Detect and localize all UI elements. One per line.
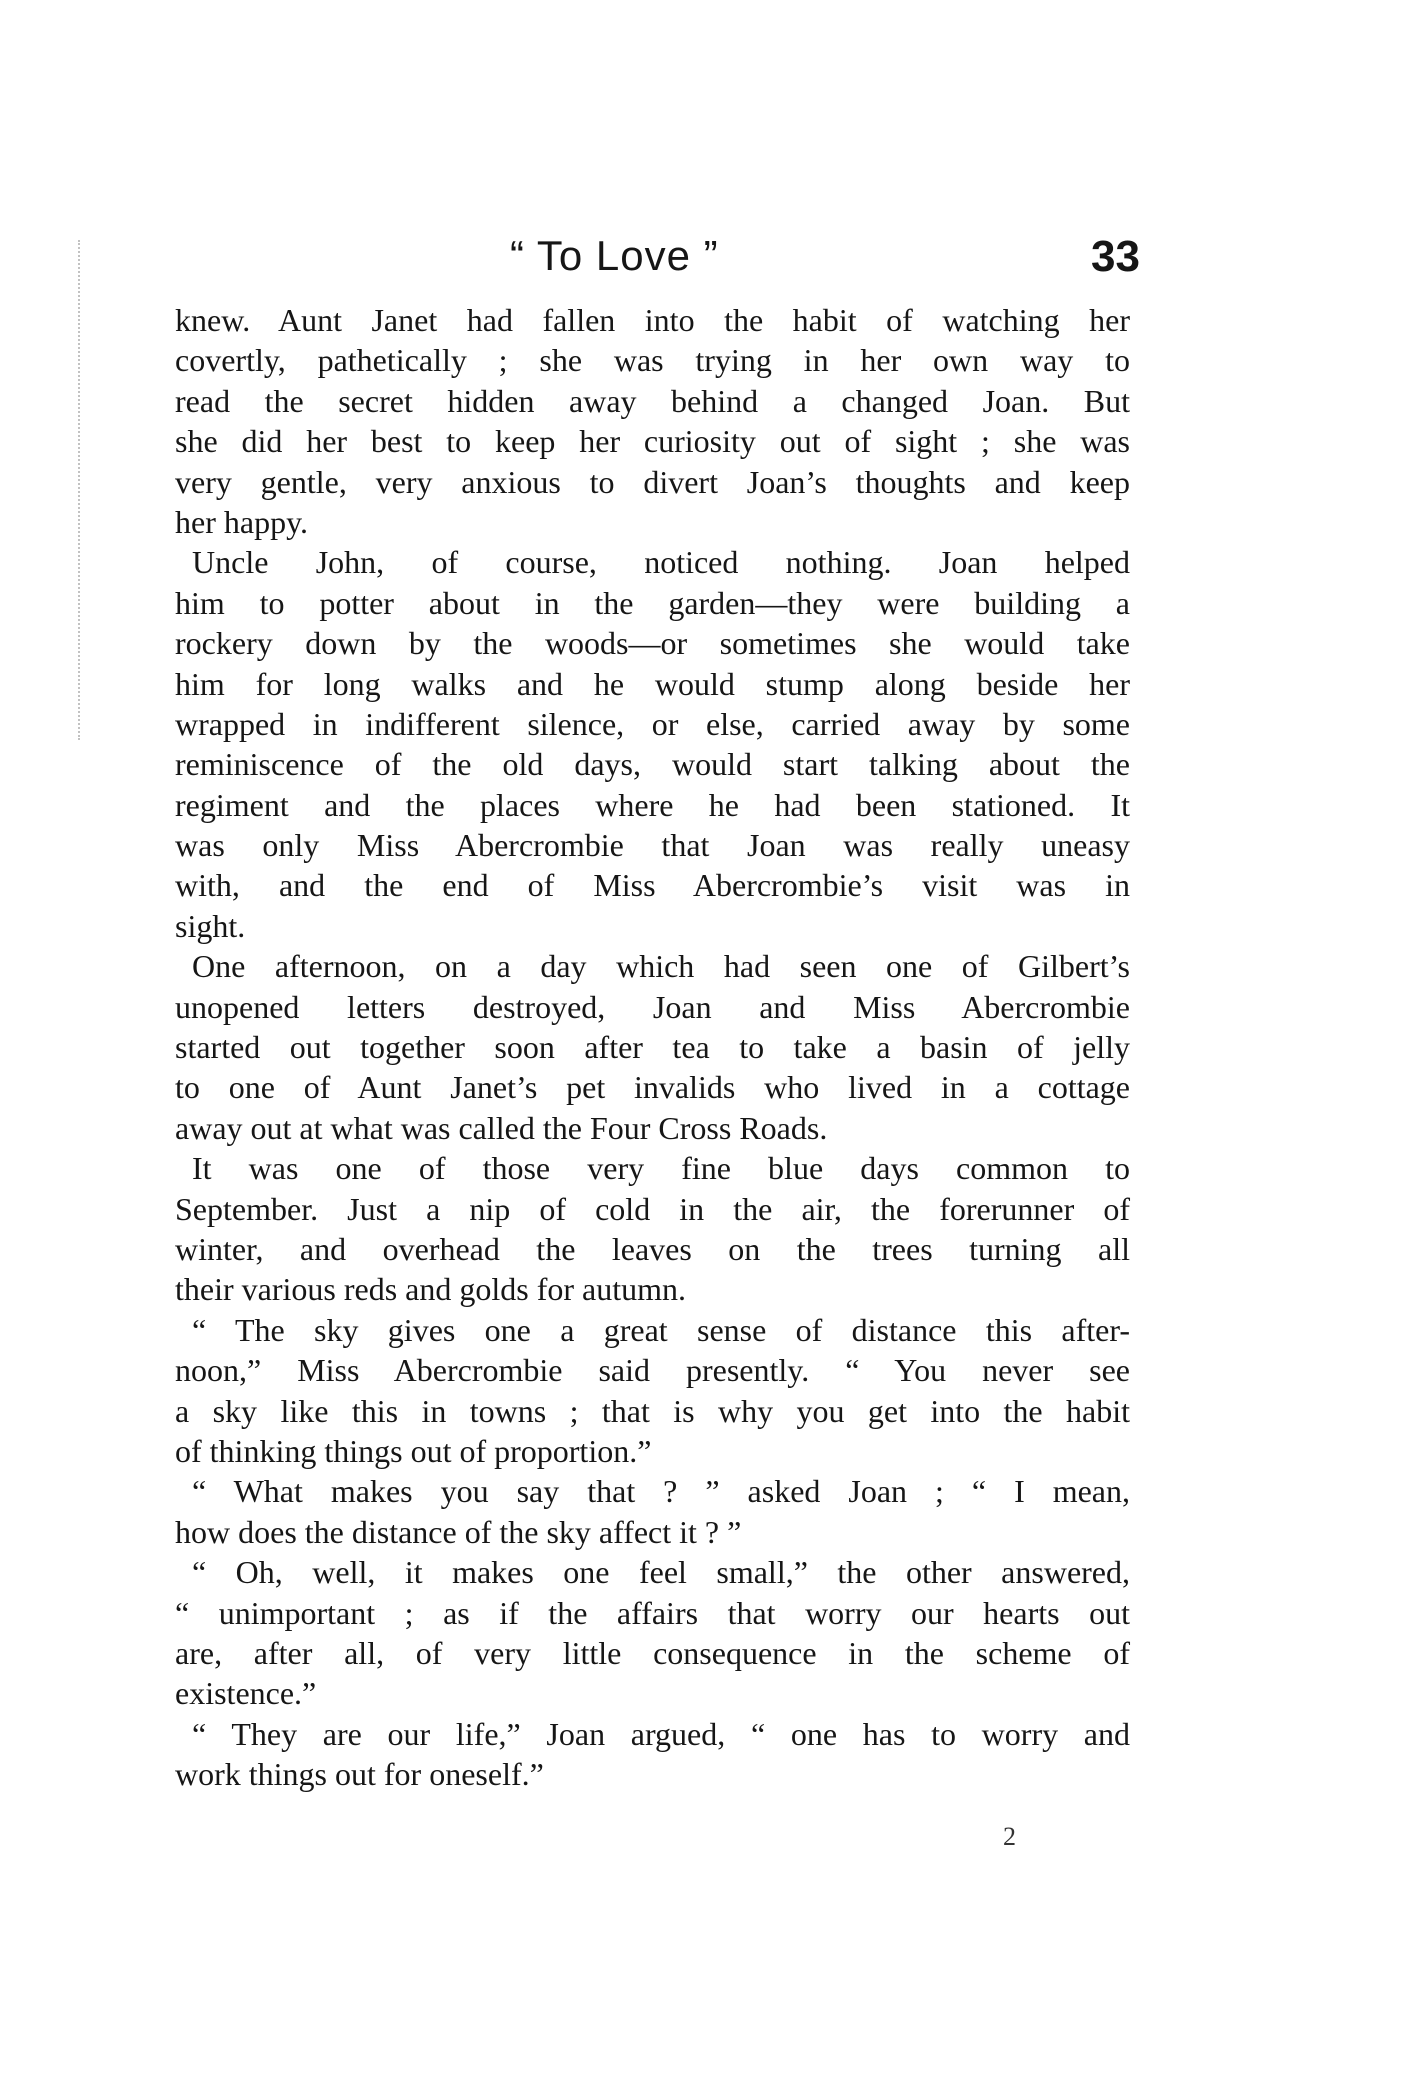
- text-line: noon,” Miss Abercrombie said presently. “ You never see: [175, 1352, 1130, 1389]
- text-line: him for long walks and he would stump along beside her: [175, 665, 1130, 702]
- text-line: to one of Aunt Janet’s pet invalids who lived in a cottage: [175, 1069, 1130, 1106]
- text-line: was only Miss Abercrombie that Joan was really uneasy: [175, 827, 1130, 864]
- text-line: Uncle John, of course, noticed nothing. Joan helped: [192, 544, 1130, 581]
- text-line: wrapped in indifferent silence, or else, carried away by some: [175, 705, 1130, 742]
- text-line: “ The sky gives one a great sense of distance this after-: [192, 1311, 1130, 1348]
- text-line: a sky like this in towns ; that is why you get into the habit: [175, 1392, 1130, 1429]
- text-line: sight.: [175, 907, 246, 944]
- text-line: rockery down by the woods—or sometimes she would take: [175, 625, 1130, 662]
- text-line: It was one of those very fine blue days common to: [192, 1150, 1130, 1187]
- text-line: September. Just a nip of cold in the air, the forerunner of: [175, 1190, 1130, 1227]
- text-line: read the secret hidden away behind a changed Joan. But: [175, 382, 1130, 419]
- text-line: existence.”: [175, 1675, 317, 1712]
- text-line: “ unimportant ; as if the affairs that worry our hearts out: [175, 1594, 1130, 1631]
- text-line: work things out for oneself.”: [175, 1756, 544, 1793]
- text-line: her happy.: [175, 503, 308, 540]
- text-line: regiment and the places where he had been stationed. It: [175, 786, 1130, 823]
- text-line: she did her best to keep her curiosity out of sight ; she was: [175, 423, 1130, 460]
- page-number: 33: [1091, 232, 1140, 281]
- text-line: away out at what was called the Four Cross Roads.: [175, 1109, 828, 1146]
- body-text: [175, 300, 1130, 1794]
- text-line: started out together soon after tea to take a basin of jelly: [175, 1029, 1130, 1066]
- text-line: of thinking things out of proportion.”: [175, 1432, 652, 1469]
- text-line: very gentle, very anxious to divert Joan’s thoughts and keep: [175, 463, 1130, 500]
- text-line: are, after all, of very little consequence in the scheme of: [175, 1634, 1130, 1671]
- text-line: covertly, pathetically ; she was trying in her own way to: [175, 342, 1130, 379]
- text-line: how does the distance of the sky affect it ? ”: [175, 1513, 742, 1550]
- text-line: winter, and overhead the leaves on the trees turning all: [175, 1230, 1130, 1267]
- signature-mark: 2: [1003, 1822, 1016, 1851]
- gutter-scan-artifact: [78, 240, 86, 740]
- text-line: knew. Aunt Janet had fallen into the habit of watching her: [175, 302, 1130, 338]
- text-line: their various reds and golds for autumn.: [175, 1271, 686, 1308]
- text-line: One afternoon, on a day which had seen one of Gilbert’s: [192, 948, 1130, 985]
- text-line: with, and the end of Miss Abercrombie’s visit was in: [175, 867, 1130, 904]
- text-line: “ They are our life,” Joan argued, “ one has to worry and: [192, 1715, 1130, 1752]
- text-line: him to potter about in the garden—they were building a: [175, 584, 1130, 621]
- text-line: “ What makes you say that ? ” asked Joan ; “ I mean,: [192, 1473, 1130, 1510]
- text-line: unopened letters destroyed, Joan and Miss Abercrombie: [175, 988, 1130, 1025]
- running-title: “ To Love ”: [510, 232, 719, 279]
- text-line: reminiscence of the old days, would start talking about the: [175, 746, 1130, 783]
- running-head: [310, 232, 1140, 292]
- text-line: “ Oh, well, it makes one feel small,” the other answered,: [192, 1554, 1130, 1591]
